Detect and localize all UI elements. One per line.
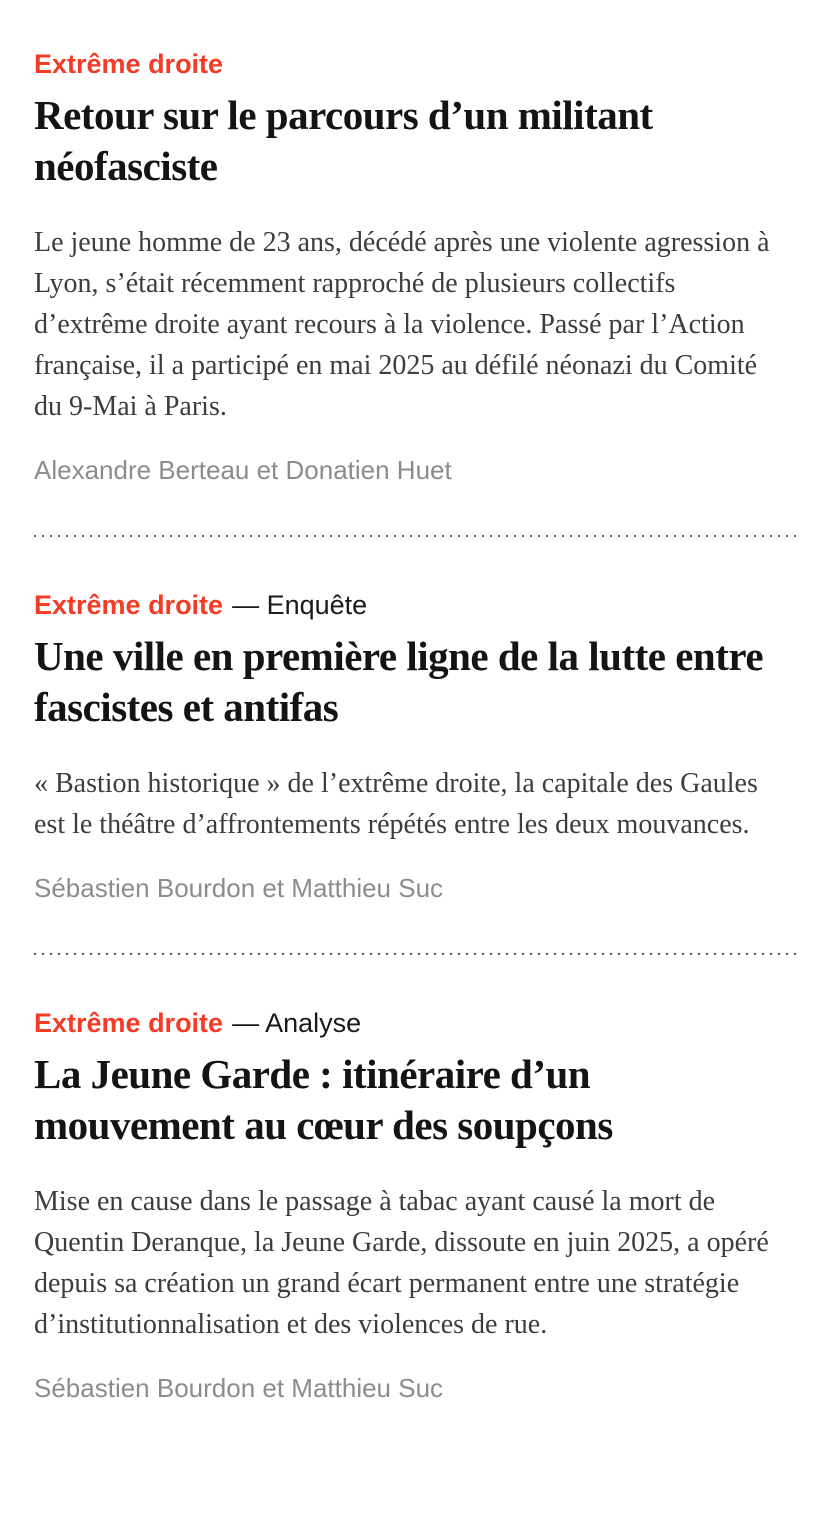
article-authors[interactable]: Sébastien Bourdon et Matthieu Suc <box>34 873 444 903</box>
article-title-link[interactable]: La Jeune Garde : itinéraire d’un mouvement au cœur des soupçons <box>34 1051 613 1148</box>
genre-label: — Enquête <box>232 590 368 620</box>
article-description: Mise en cause dans le passage à tabac ayant causé la mort de Quentin Deranque, la Jeune Garde, dissoute en juin 2025, a opéré depuis sa création un grand écart permanent entre une stratégie d’institutionnalisation et des violences de rue. <box>34 1186 769 1340</box>
category-line <box>34 1007 796 1039</box>
article-title-link[interactable]: Retour sur le parcours d’un militant néofasciste <box>34 92 653 189</box>
article-authors[interactable]: Alexandre Berteau et Donatien Huet <box>34 455 452 485</box>
article-card <box>34 48 796 485</box>
category-link[interactable]: Extrême droite <box>34 49 224 79</box>
genre-label: — Analyse <box>232 1008 362 1038</box>
article-title-link[interactable]: Une ville en première ligne de la lutte entre fascistes et antifas <box>34 633 764 730</box>
category-line <box>34 589 796 621</box>
category-line <box>34 48 796 80</box>
category-link[interactable]: Extrême droite <box>34 590 224 620</box>
article-card <box>34 589 796 903</box>
dotted-divider <box>34 953 796 955</box>
article-description: « Bastion historique » de l’extrême droite, la capitale des Gaules est le théâtre d’affrontements répétés entre les deux mouvances. <box>34 768 758 840</box>
category-link[interactable]: Extrême droite <box>34 1008 224 1038</box>
dotted-divider <box>34 535 796 537</box>
article-authors[interactable]: Sébastien Bourdon et Matthieu Suc <box>34 1373 444 1403</box>
article-description: Le jeune homme de 23 ans, décédé après une violente agression à Lyon, s’était récemment rapproché de plusieurs collectifs d’extrême droite ayant recours à la violence. Passé par l’Action française, il a participé en mai 2025 au défilé néonazi du Comité du 9-Mai à Paris. <box>34 227 770 422</box>
article-card <box>34 1007 796 1403</box>
